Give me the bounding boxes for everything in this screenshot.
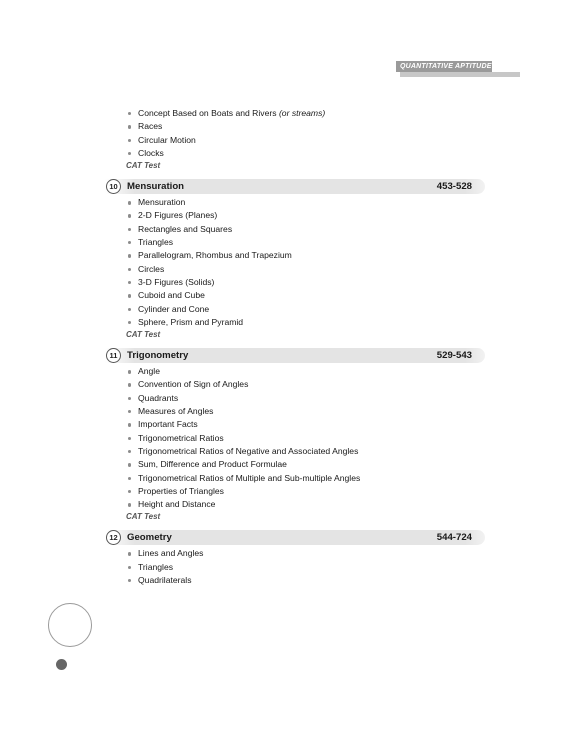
topic-text: Concept Based on Boats and Rivers <box>138 108 279 118</box>
topic-item <box>105 276 485 289</box>
bullet-icon <box>128 125 131 128</box>
chapter-title: Mensuration <box>127 181 185 193</box>
bullet-icon <box>128 579 131 582</box>
topic-item <box>105 485 485 498</box>
page-marker-dot <box>56 659 67 670</box>
bullet-icon <box>128 308 131 311</box>
bullet-icon <box>128 477 131 480</box>
topic-text: Measures of Angles <box>138 406 214 417</box>
bullet-icon <box>128 281 131 284</box>
topic-text: Trigonometrical Ratios of Negative and Associated Angles <box>138 445 359 456</box>
topic-item <box>105 120 485 133</box>
header-rule <box>400 72 520 77</box>
bullet-icon <box>128 152 131 155</box>
page-number-circle <box>48 603 92 647</box>
topic-item <box>105 378 485 391</box>
topic-text: Circles <box>138 263 165 274</box>
topic-item <box>105 134 485 147</box>
chapter-list <box>105 179 485 587</box>
topic-text: Convention of Sign of Angles <box>138 379 249 390</box>
bullet-icon <box>128 437 131 440</box>
chapter-heading <box>105 179 485 194</box>
bullet-icon <box>128 214 131 217</box>
topic-text: Triangles <box>138 237 174 248</box>
topic-item <box>105 432 485 445</box>
cat-test-label: CAT Test <box>126 330 161 340</box>
topic-item <box>105 303 485 316</box>
topic-item <box>105 209 485 222</box>
topic-item <box>105 418 485 431</box>
topic-item <box>105 263 485 276</box>
topic-text: Parallelogram, Rhombus and Trapezium <box>138 250 292 261</box>
topic-text: Angle <box>138 366 160 377</box>
bullet-icon <box>128 268 131 271</box>
topic-text: Trigonometrical Ratios of Multiple and Sub-multiple Angles <box>138 472 361 483</box>
bullet-icon <box>128 254 131 257</box>
chapter-topic-list <box>105 547 485 587</box>
topic-text: Trigonometrical Ratios <box>138 432 224 443</box>
chapter-title: Geometry <box>127 532 172 544</box>
chapter-topic-list <box>105 196 485 329</box>
topic-item <box>105 365 485 378</box>
bullet-icon <box>128 241 131 244</box>
bullet-icon <box>128 112 131 115</box>
bullet-icon <box>128 503 131 506</box>
topic-text: Rectangles and Squares <box>138 223 233 234</box>
topic-text: Triangles <box>138 561 174 572</box>
topic-text: Cylinder and Cone <box>138 303 210 314</box>
chapter-title: Trigonometry <box>127 350 189 362</box>
topic-item <box>105 498 485 511</box>
topic-item <box>105 561 485 574</box>
topic-text: 2-D Figures (Planes) <box>138 210 218 221</box>
chapter-heading <box>105 348 485 363</box>
section-header-tab <box>396 61 492 72</box>
topic-text: Lines and Angles <box>138 548 204 559</box>
topic-item <box>105 405 485 418</box>
topic-text: Properties of Triangles <box>138 485 224 496</box>
topic-item <box>105 547 485 560</box>
topic-item <box>105 147 485 160</box>
topic-text: Circular Motion <box>138 134 196 145</box>
topic-item <box>105 472 485 485</box>
continued-topic-list <box>105 107 485 160</box>
bullet-icon <box>128 566 131 569</box>
topic-text: Cuboid and Cube <box>138 290 205 301</box>
bullet-icon <box>128 397 131 400</box>
topic-text: Quadrilaterals <box>138 575 192 586</box>
table-of-contents <box>105 107 485 587</box>
topic-item <box>105 574 485 587</box>
bullet-icon <box>128 139 131 142</box>
bullet-icon <box>128 321 131 324</box>
chapter-pages: 529-543 <box>436 350 472 362</box>
topic-text: Height and Distance <box>138 499 216 510</box>
topic-text: Quadrants <box>138 392 179 403</box>
cat-test-label: CAT Test <box>126 161 161 171</box>
bullet-icon <box>128 423 131 426</box>
chapter-number: 11 <box>106 348 121 363</box>
topic-item <box>105 249 485 262</box>
chapter-pages: 453-528 <box>436 181 472 193</box>
topic-item <box>105 458 485 471</box>
bullet-icon <box>128 383 131 386</box>
bullet-icon <box>128 552 131 555</box>
bullet-icon <box>128 370 131 373</box>
topic-note: (or streams) <box>278 108 326 118</box>
topic-text: Sphere, Prism and Pyramid <box>138 316 244 327</box>
chapter-number: 12 <box>106 530 121 545</box>
topic-text: Important Facts <box>138 419 198 430</box>
topic-text: Mensuration <box>138 197 186 208</box>
bullet-icon <box>128 463 131 466</box>
chapter-topic-list <box>105 365 485 511</box>
topic-item <box>105 289 485 302</box>
topic-text: Races <box>138 121 163 132</box>
bullet-icon <box>128 410 131 413</box>
cat-test-label: CAT Test <box>126 512 161 522</box>
topic-item <box>105 316 485 329</box>
chapter-heading <box>105 530 485 545</box>
topic-item <box>105 392 485 405</box>
chapter-number: 10 <box>106 179 121 194</box>
bullet-icon <box>128 228 131 231</box>
topic-text: Sum, Difference and Product Formulae <box>138 459 287 470</box>
bullet-icon <box>128 450 131 453</box>
topic-text: Clocks <box>138 147 164 158</box>
topic-item <box>105 107 485 120</box>
section-title: QUANTITATIVE APTITUDE <box>400 63 492 70</box>
chapter-pages: 544-724 <box>436 532 472 544</box>
topic-item <box>105 196 485 209</box>
bullet-icon <box>128 490 131 493</box>
topic-item <box>105 236 485 249</box>
topic-item <box>105 445 485 458</box>
bullet-icon <box>128 294 131 297</box>
topic-text: 3-D Figures (Solids) <box>138 276 215 287</box>
topic-item <box>105 223 485 236</box>
bullet-icon <box>128 201 131 204</box>
